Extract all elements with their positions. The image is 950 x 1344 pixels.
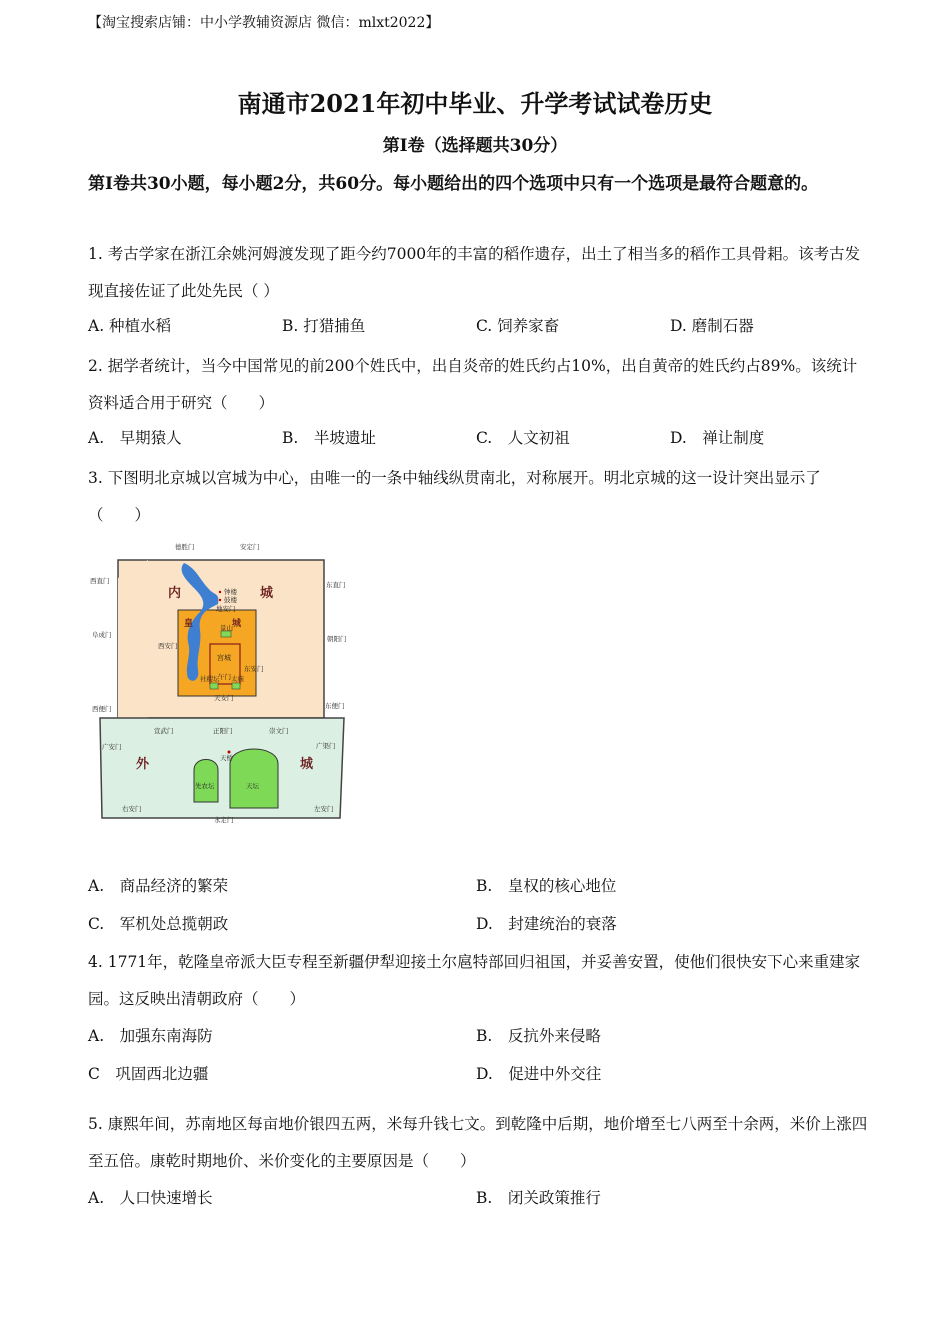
label-drum-tower: 鼓楼: [224, 596, 237, 604]
taimiao-mark: [232, 683, 240, 689]
label-dianmen: 地安门: [216, 605, 236, 613]
option-a[interactable]: A. 种植水稻: [88, 317, 172, 335]
question-5-stem: 5. 康熙年间，苏南地区每亩地价银四五两，米每升钱七文。到乾隆中后期，地价增至七八两至十余两，米价上涨四至五倍。康乾时期地价、米价变化的主要原因是（ ）: [88, 1115, 868, 1170]
label-outer-2: 城: [300, 757, 314, 772]
question-4-stem: 4. 1771年，乾隆皇帝派大臣专程至新疆伊犁迎接土尔扈特部回归祖国，并妥善安置，使他们很快安下心来重建家园。这反映出清朝政府（ ）: [88, 953, 861, 1008]
label-shejitan: 社稷坛: [200, 675, 220, 683]
option-a[interactable]: A. 人口快速增长: [88, 1189, 213, 1207]
option-c[interactable]: C. 饲养家畜: [476, 317, 560, 335]
gate-xibianmen: 西便门: [92, 705, 112, 713]
option-b[interactable]: B. 打猎捕鱼: [282, 317, 366, 335]
question-5-options-row1: [88, 1186, 868, 1216]
option-b[interactable]: B. 皇权的核心地位: [476, 877, 617, 895]
question-2-stem: 2. 据学者统计，当今中国常见的前200个姓氏中，出自炎帝的姓氏约占10%，出自黄帝的姓氏约占89%。该统计资料适合用于研究（ ）: [88, 357, 858, 412]
gate-dongbianmen: 东便门: [325, 702, 345, 710]
beijing-city-map-svg: [88, 538, 356, 826]
question-2-options: [88, 426, 868, 456]
label-xiannongtan: 先农坛: [195, 782, 215, 790]
label-outer-1: 外: [136, 757, 150, 772]
label-wumen: 午门: [218, 673, 231, 681]
gate-deshengmen: 德胜门: [175, 543, 195, 551]
bell-tower-dot: [219, 591, 221, 593]
option-a[interactable]: A. 早期猿人: [88, 429, 182, 447]
question-1-options: [88, 314, 868, 344]
gate-fuchengmen: 阜成门: [92, 631, 112, 639]
gate-andingmen: 安定门: [240, 543, 260, 551]
gate-guanganmen: 广安门: [102, 743, 122, 751]
label-tiantan: 天坛: [246, 782, 259, 790]
label-inner-1: 内: [168, 586, 182, 601]
question-4-options-row2: [88, 1062, 868, 1092]
label-jingshan: 景山: [220, 624, 233, 632]
option-c[interactable]: C 巩固西北边疆: [88, 1065, 209, 1083]
shejitan-mark: [210, 683, 218, 689]
watermark: 【淘宝搜索店铺：中小学教辅资源店 微信：mlxt2022】: [88, 15, 440, 31]
question-4-options-row1: [88, 1024, 868, 1054]
question-3-options-row2: [88, 912, 868, 942]
option-b[interactable]: B. 半坡遗址: [282, 429, 376, 447]
option-a[interactable]: A. 加强东南海防: [88, 1027, 213, 1045]
label-palace: 宫城: [217, 654, 231, 662]
option-b[interactable]: B. 闭关政策推行: [476, 1189, 601, 1207]
option-c[interactable]: C. 军机处总揽朝政: [88, 915, 229, 933]
label-tianqiao: 天桥: [220, 754, 233, 762]
question-3-stem: 3. 下图明北京城以宫城为中心，由唯一的一条中轴线纵贯南北，对称展开。明北京城的这一设计突出显示了（ ）: [88, 469, 821, 524]
label-tiananmen: 天安门: [214, 694, 234, 702]
label-donganmen: 东安门: [244, 665, 264, 673]
option-d[interactable]: D. 磨制石器: [670, 317, 754, 335]
option-d[interactable]: D. 促进中外交往: [476, 1065, 602, 1083]
label-bell-tower: 钟楼: [224, 588, 237, 596]
gate-xuanwumen: 宣武门: [154, 727, 174, 735]
gate-chaoyangmen: 朝阳门: [327, 635, 347, 643]
label-imperial-1: 皇: [184, 619, 194, 629]
label-inner-2: 城: [260, 586, 274, 601]
section-subtitle: 第Ⅰ卷（选择题共30分）: [382, 136, 568, 156]
xiannongtan-shape: [194, 760, 218, 803]
drum-tower-dot: [219, 599, 221, 601]
instructions: 第Ⅰ卷共30小题，每小题2分，共60分。每小题给出的四个选项中只有一个选项是最符合题意的。: [88, 174, 819, 194]
gate-zhengyangmen: 正阳门: [213, 727, 233, 735]
question-1-stem: 1. 考古学家在浙江余姚河姆渡发现了距今约7000年的丰富的稻作遗存，出土了相当多的稻作工具骨耜。该考古发现直接佐证了此处先民（ ）: [88, 245, 861, 300]
gate-yongdingmen: 永定门: [214, 816, 234, 824]
option-d[interactable]: D. 禅让制度: [670, 429, 765, 447]
gate-xizhimen: 西直门: [90, 577, 110, 585]
gate-youanmen: 右安门: [122, 805, 142, 813]
label-imperial-2: 城: [232, 619, 242, 629]
gate-chongwenmen: 崇文门: [269, 727, 289, 735]
gate-guangqumen: 广渠门: [316, 742, 336, 750]
option-c[interactable]: C. 人文初祖: [476, 429, 570, 447]
gate-dongzhimen: 东直门: [326, 581, 346, 589]
question-3-options-row1: [88, 874, 868, 904]
label-taimiao: 太庙: [231, 675, 244, 683]
page-title: 南通市2021年初中毕业、升学考试试卷历史: [237, 89, 713, 118]
tiantan-shape: [230, 749, 278, 808]
option-a[interactable]: A. 商品经济的繁荣: [88, 877, 229, 895]
option-b[interactable]: B. 反抗外来侵略: [476, 1027, 601, 1045]
label-xianmen: 西安门: [158, 642, 178, 650]
beijing-city-map: [88, 538, 356, 826]
gate-zuoanmen: 左安门: [314, 805, 334, 813]
option-d[interactable]: D. 封建统治的衰落: [476, 915, 617, 933]
